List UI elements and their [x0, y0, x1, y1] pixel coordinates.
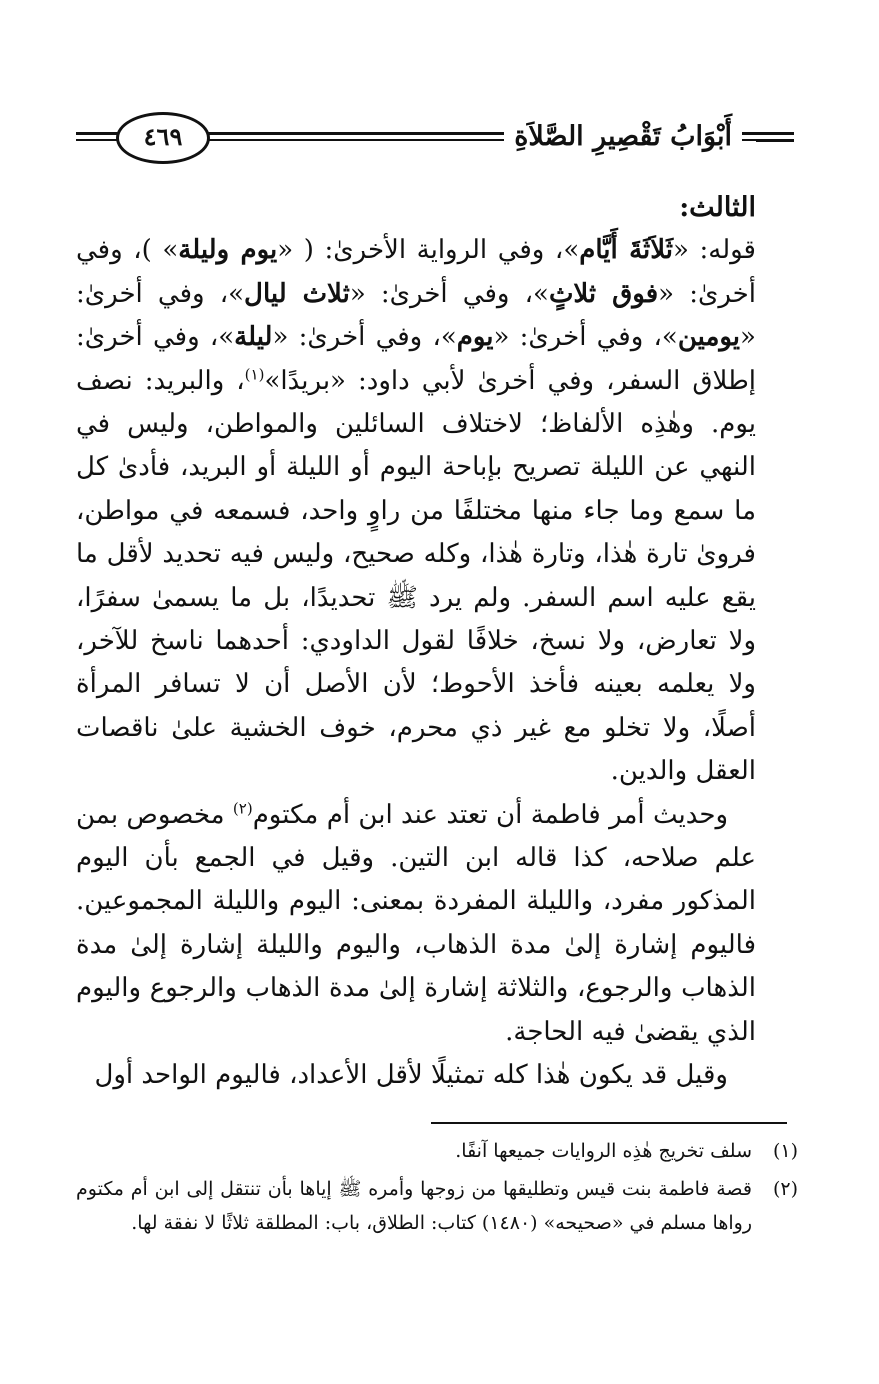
page-number: ٤٦٩ — [116, 112, 210, 164]
footnote-ref-1[interactable]: (١) — [244, 364, 265, 383]
footnotes — [76, 1134, 798, 1244]
quoted-term: يوم — [456, 322, 494, 353]
text-run: قوله: « — [673, 235, 756, 266]
quoted-term: فوق ثلاثٍ — [548, 278, 659, 309]
footnote-text: سلف تخريج هٰذِه الروايات جميعها آنفًا. — [455, 1140, 752, 1162]
footnote-text: قصة فاطمة بنت قيس وتطليقها من زوجها وأمره ﷺ إياها بأن تنتقل إلى ابن أم مكتوم رواها مسلم في «صحيحه» (١٤٨٠) كتاب: الطلاق، باب: المطلقة ثلاثًا لا نفقة لها. — [76, 1178, 752, 1234]
text-run: »، وفي أخرىٰ: « — [76, 278, 756, 353]
text-run: مخصوص بمن علم صلاحه، كذا قاله ابن التين. وقيل في الجمع بأن اليوم المذكور مفرد، والليلة المفردة بمعنى: اليوم والليلة المجموعين. فاليوم إشارة إلىٰ مدة الذهاب، واليوم والليلة إشارة إلىٰ مدة الذهاب والرجوع، والثلاثة إشارة إلىٰ مدة الذهاب والرجوع واليوم الذي يقضىٰ فيه الحاجة. — [76, 799, 756, 1047]
running-title: أَبْوَابُ تَقْصِيرِ الصَّلاَةِ — [504, 120, 742, 154]
text-run: »، وفي أخرىٰ: « — [349, 278, 549, 309]
footnote-2 — [76, 1172, 798, 1240]
footnote-ref-2[interactable]: (٢) — [232, 799, 253, 818]
text-run: وقيل قد يكون هٰذا كله تمثيلًا لأقل الأعداد، فاليوم الواحد أول — [94, 1060, 728, 1091]
footnote-number: (١) — [772, 1140, 798, 1162]
text-run: »، وفي أخرىٰ: « — [493, 322, 678, 353]
main-text — [76, 186, 756, 1098]
footnote-number: (٢) — [772, 1178, 798, 1200]
quoted-term: ثَلاَثَةَ أَيَّام — [579, 235, 674, 266]
text-run: ، والبريد: نصف يوم. وهٰذِه الألفاظ؛ لاختلاف السائلين والمواطن، وليس في النهي عن الليلة تصريح بإباحة اليوم أو الليلة أو البريد، فأدىٰ كل ما سمع وما جاء منها مختلفًا من راوٍ واحد، فسمعه في مواطن، فروىٰ تارة هٰذا، وتارة هٰذا، وكله صحيح، وليس فيه تحديد لأقل ما يقع عليه اسم السفر. ولم يرد ﷺ تحديدًا، بل ما يسمىٰ سفرًا، ولا تعارض، ولا نسخ، خلافًا لقول الداودي: أحدهما ناسخ للآخر، ولا يعلمه بعينه فأخذ الأحوط؛ لأن الأصل أن لا تسافر المرأة أصلًا، ولا تخلو مع غير ذي محرم، خوف الخشية علىٰ ناقصات العقل والدين. — [76, 365, 757, 787]
quoted-term: ليلة — [234, 322, 273, 353]
text-run: وحديث أمر فاطمة أن تعتد عند ابن أم مكتوم — [252, 799, 729, 830]
text-run: » )، وفي أخرىٰ: « — [76, 235, 756, 309]
paragraph-3 — [76, 1054, 756, 1097]
text-run: »، وفي الرواية الأخرىٰ: ( « — [277, 235, 580, 266]
footnote-1 — [76, 1134, 798, 1168]
quoted-term: ثلاث ليال — [244, 278, 350, 309]
page-header — [76, 112, 794, 164]
footnote-separator — [431, 1122, 787, 1124]
paragraph-2 — [76, 794, 756, 1054]
section-heading: الثالث: — [679, 192, 756, 223]
paragraph-1 — [76, 229, 756, 793]
quoted-term: يومين — [677, 322, 741, 353]
text-run: »، وفي أخرىٰ: إطلاق السفر، وفي أخرىٰ لأبي داود: «بريدًا» — [76, 322, 756, 396]
text-run: »، وفي أخرىٰ: « — [272, 322, 457, 353]
quoted-term: يوم وليلة — [178, 235, 278, 266]
header-ornament-right — [756, 130, 794, 144]
